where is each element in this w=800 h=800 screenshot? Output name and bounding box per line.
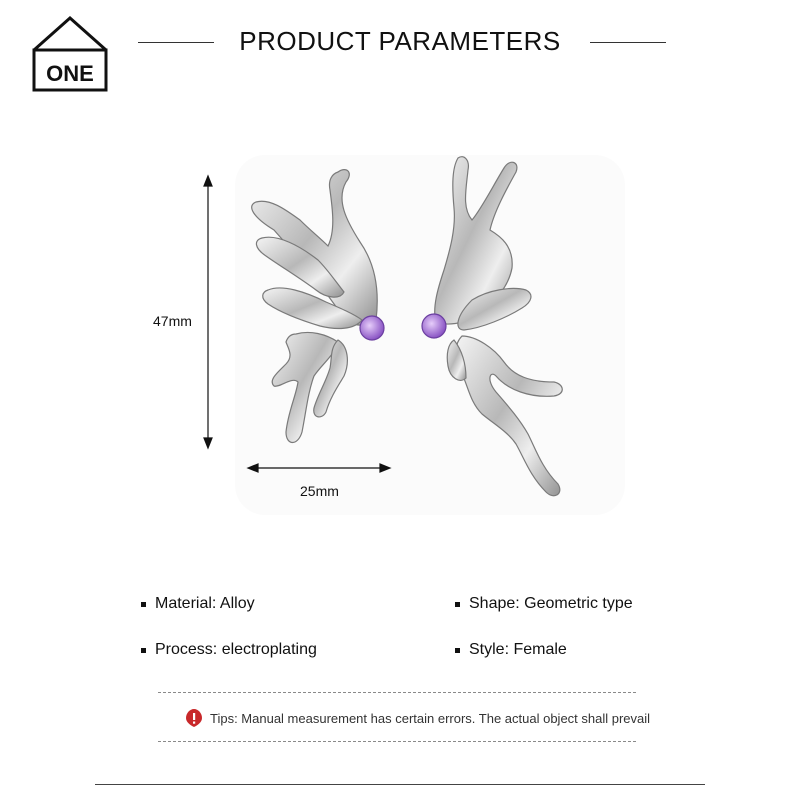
left-earring-gem [360,316,384,340]
spec-material [141,595,255,613]
tip-text: Tips: Manual measurement has certain errors. The actual object shall prevail [210,710,651,726]
tip-divider-top [158,692,636,693]
right-earring-gem [422,314,446,338]
header-rule-left [138,42,214,43]
footer-rule [95,784,705,785]
bullet-icon [141,602,146,607]
warning-icon [184,708,204,728]
product-image [150,150,650,530]
height-dimension-arrow [204,176,212,448]
tip-divider-bottom [158,741,636,742]
height-dimension-label: 47mm [153,313,192,329]
spec-process [141,641,317,659]
page-title: PRODUCT PARAMETERS [239,26,561,56]
header-rule-right [590,42,666,43]
spec-style [455,641,567,659]
bullet-icon [455,602,460,607]
spec-material-text: Material: Alloy [155,595,255,612]
width-dimension-label: 25mm [300,483,339,499]
spec-style-text: Style: Female [469,641,567,658]
tip-note [184,708,650,728]
bullet-icon [141,648,146,653]
logo-text: ONE [46,61,94,86]
spec-shape-text: Shape: Geometric type [469,595,633,612]
spec-process-text: Process: electroplating [155,641,317,658]
brand-logo [28,14,112,92]
bullet-icon [455,648,460,653]
spec-shape [455,595,633,613]
